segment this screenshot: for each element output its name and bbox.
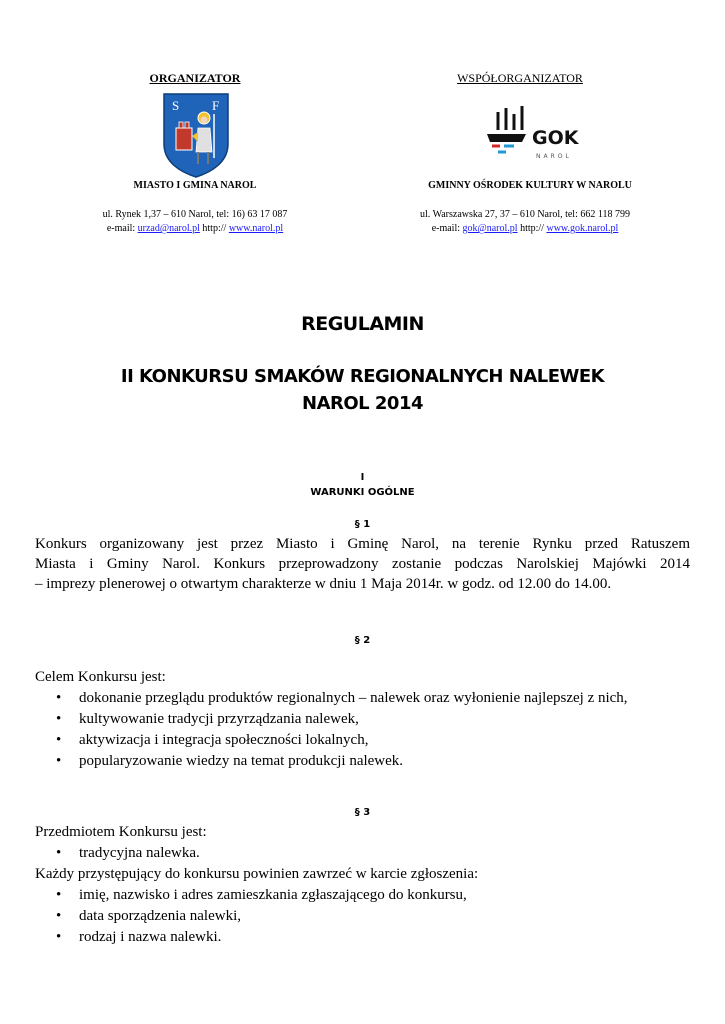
section-mark-1: § 1	[354, 519, 371, 530]
co-organizer-email-link[interactable]: gok@narol.pl	[462, 223, 518, 234]
email-label: e-mail:	[106, 223, 136, 234]
co-organizer-name: GMINNY OŚRODEK KULTURY W NAROLU	[428, 180, 632, 191]
organizer-www-link[interactable]: www.narol.pl	[228, 223, 284, 234]
section-2-list	[35, 688, 675, 772]
document-title: REGULAMIN	[301, 313, 424, 335]
document-subtitle-line1: II KONKURSU SMAKÓW REGIONALNYCH NALEWEK	[120, 366, 605, 387]
gok-logo-subtext: NAROL	[536, 153, 572, 160]
chapter-number: I	[360, 472, 365, 483]
narol-crest-icon	[162, 92, 230, 178]
section-1-line-1: Konkurs organizowany jest przez Miasto i Gminę Narol, na terenie Rynku przed Ratuszem	[35, 536, 690, 552]
organizer-name: MIASTO I GMINA NAROL	[133, 180, 257, 191]
list-item: • data sporządzenia nalewki,	[35, 906, 675, 927]
list-item: • kultywowanie tradycji przyrządzania nalewek,	[35, 709, 675, 730]
organizer-label: ORGANIZATOR	[149, 71, 241, 85]
co-organizer-address: ul. Warszawska 27, 37 – 610 Narol, tel: 662 118 799	[420, 209, 630, 220]
section-mark-2: § 2	[354, 635, 371, 646]
list-item: • popularyzowanie wiedzy na temat produkcji nalewek.	[35, 751, 675, 772]
section-3-intro-2: Każdy przystępujący do konkursu powinien zawrzeć w karcie zgłoszenia:	[35, 866, 479, 882]
document-subtitle-line2: NAROL 2014	[302, 393, 423, 414]
section-3-list-b	[35, 885, 675, 948]
organizer-email-link[interactable]: urzad@narol.pl	[137, 223, 200, 234]
http-label: http://	[202, 223, 227, 234]
list-item: • imię, nazwisko i adres zamieszkania zgłaszającego do konkursu,	[35, 885, 675, 906]
section-2-intro: Celem Konkursu jest:	[35, 669, 166, 685]
co-organizer-contact	[385, 222, 665, 235]
gok-logo-icon	[484, 104, 580, 168]
list-item: • aktywizacja i integracja społeczności lokalnych,	[35, 730, 675, 751]
co-organizer-www-link[interactable]: www.gok.narol.pl	[546, 223, 619, 234]
list-item: • dokonanie przeglądu produktów regionalnych – nalewek oraz wyłonienie najlepszej z nich,	[35, 688, 675, 709]
co-organizer-label: WSPÓŁORGANIZATOR	[457, 71, 583, 85]
crest-letter-s: S	[172, 98, 180, 113]
section-3-intro: Przedmiotem Konkursu jest:	[35, 824, 207, 840]
crest-letter-f: F	[212, 98, 220, 113]
http-label: http://	[520, 223, 544, 234]
list-item: • rodzaj i nazwa nalewki.	[35, 927, 675, 948]
section-1-line-3: – imprezy plenerowej o otwartym charakterze w dniu 1 Maja 2014r. w godz. od 12.00 do 14.00.	[35, 576, 612, 592]
gok-logo-text: GOK	[532, 127, 579, 149]
organizer-contact	[60, 222, 330, 235]
chapter-heading: WARUNKI OGÓLNE	[310, 487, 415, 498]
list-item: • tradycyjna nalewka.	[35, 843, 675, 864]
section-1-paragraph	[35, 534, 690, 594]
section-3-list-a	[35, 843, 675, 864]
section-mark-3: § 3	[354, 807, 371, 818]
section-1-line-2: Miasta i Gminy Narol. Konkurs przeprowadzony zostanie podczas Narolskiej Majówki 2014	[35, 556, 690, 572]
organizer-address: ul. Rynek 1,37 – 610 Narol, tel: 16) 63 17 087	[102, 209, 288, 220]
email-label: e-mail:	[431, 223, 461, 234]
